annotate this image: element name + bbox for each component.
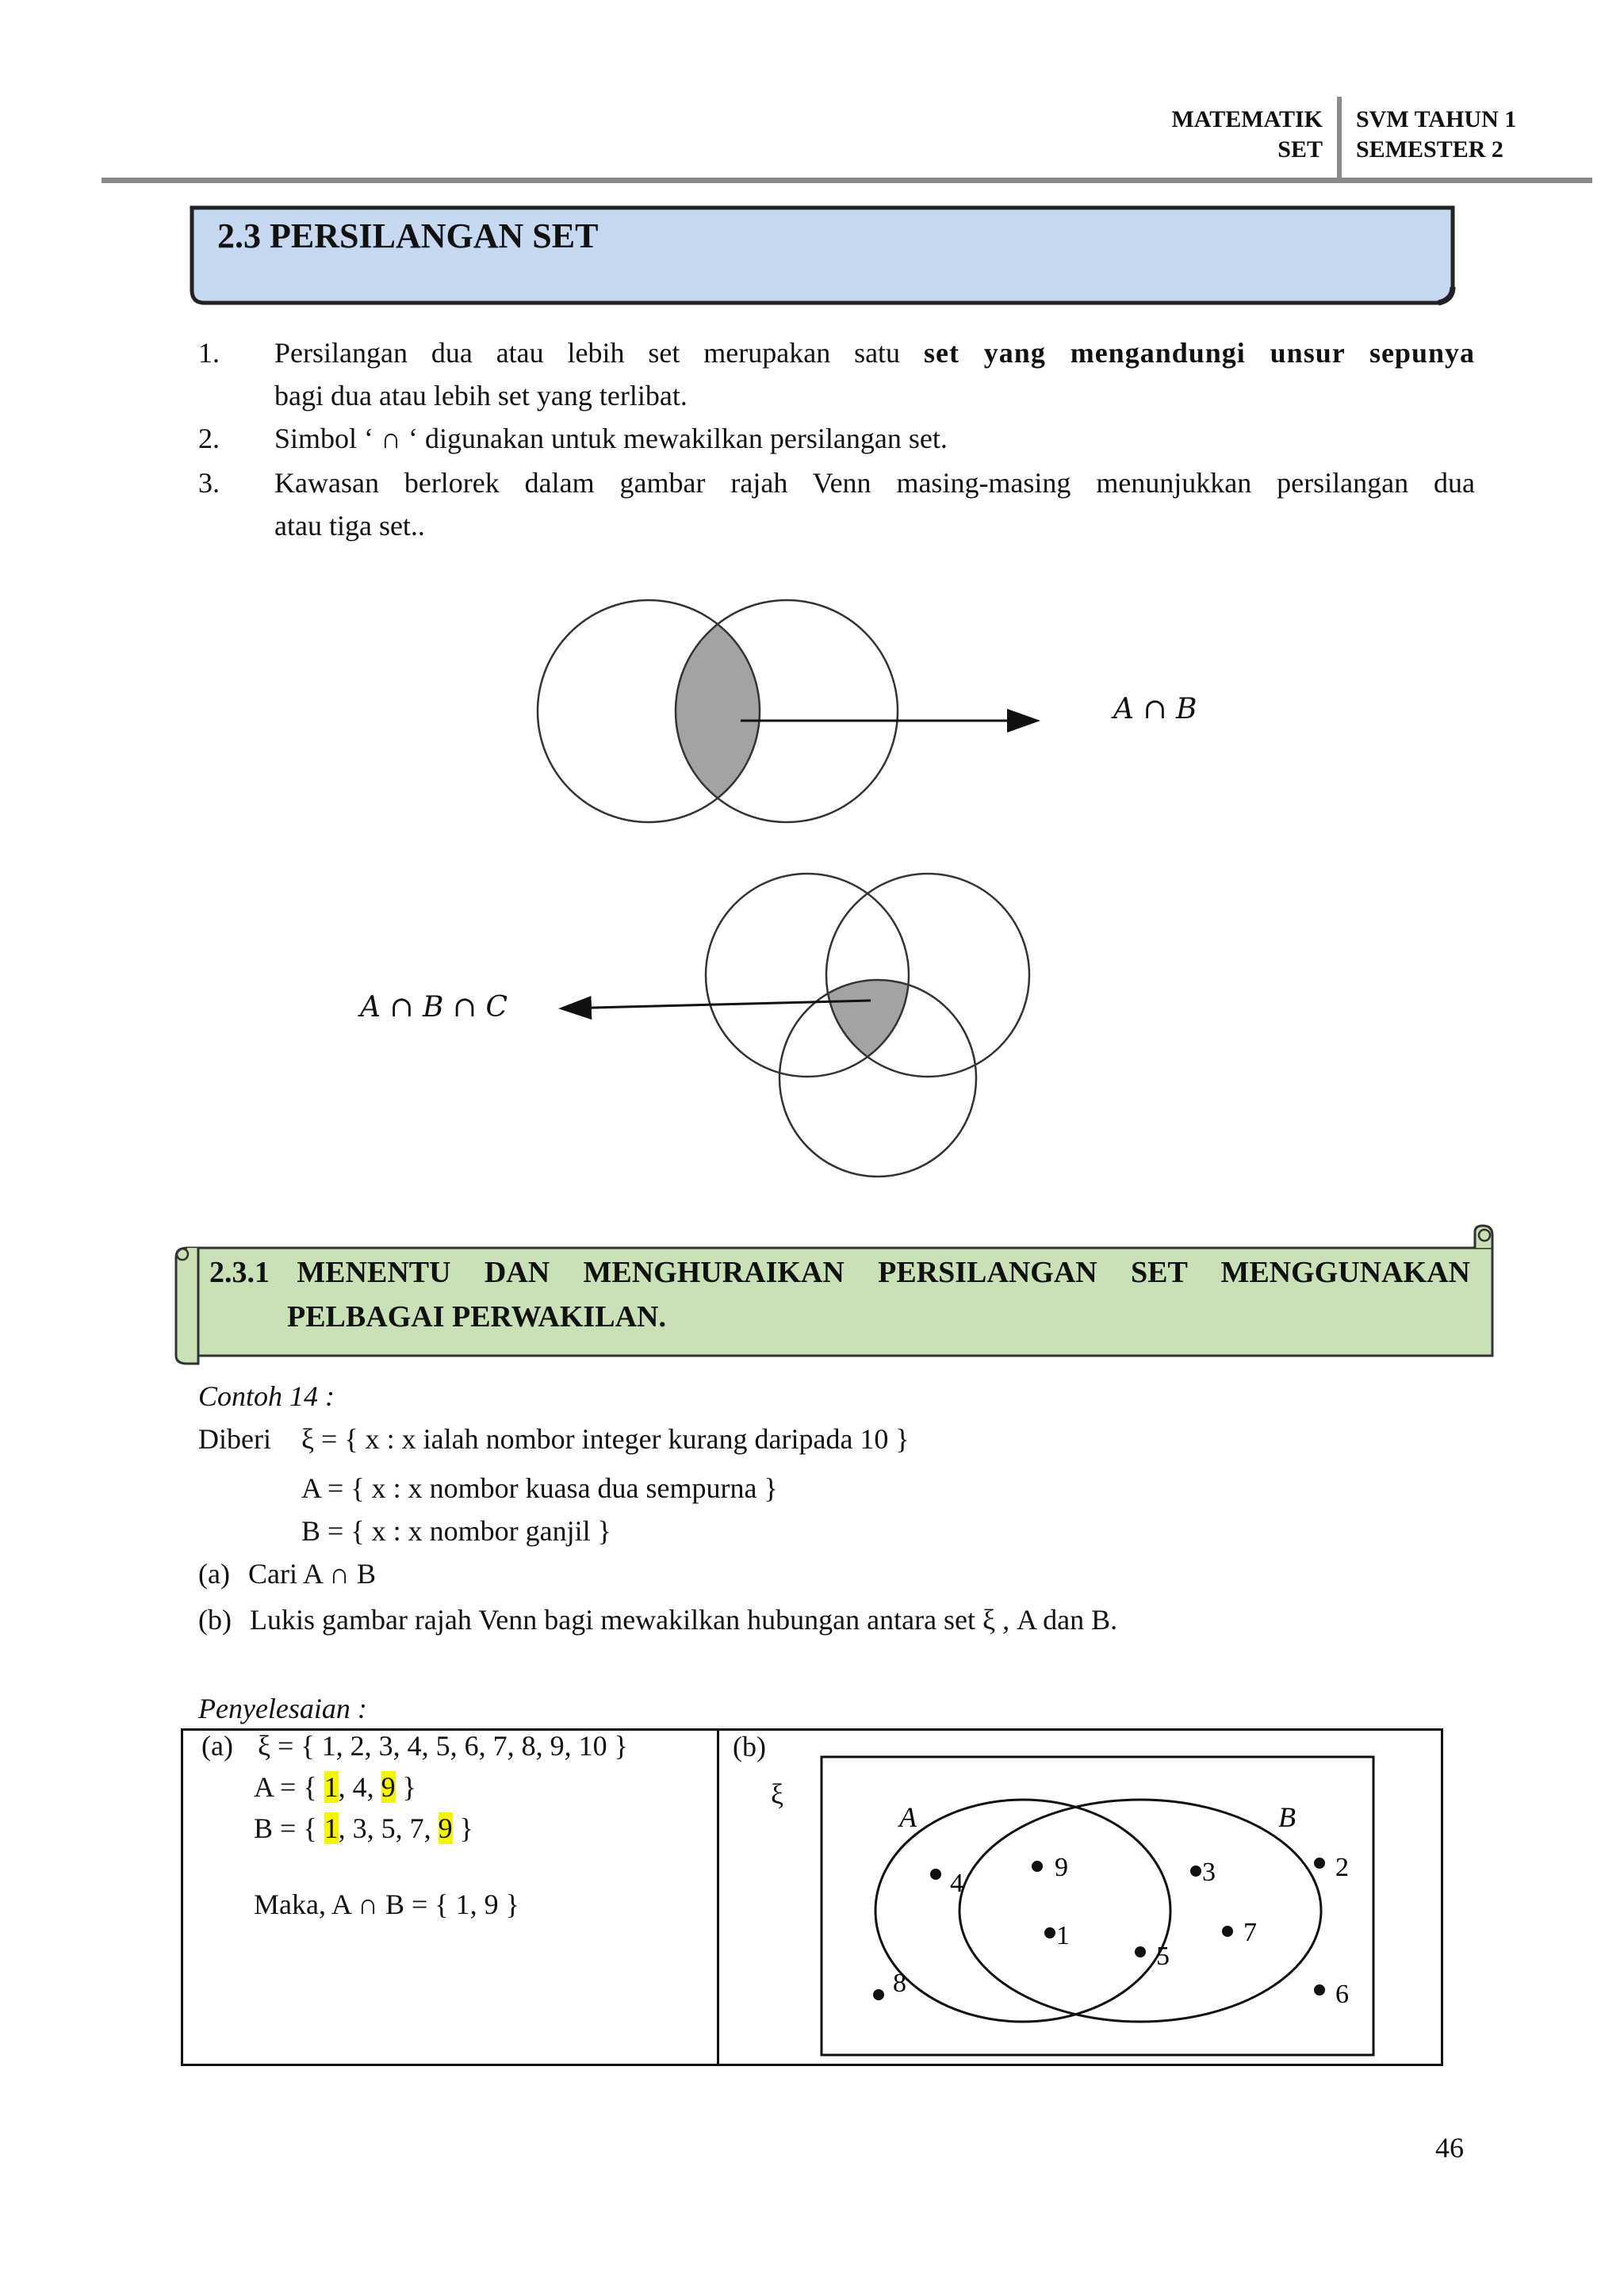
example-given-prefix: Diberi (198, 1423, 271, 1455)
section-title: 2.3 PERSILANGAN SET (217, 216, 599, 255)
point-1-number: 1. (198, 337, 220, 369)
venn-element-9 (1032, 1853, 1068, 1882)
venn-element-7 (1222, 1918, 1257, 1947)
svg-text:9: 9 (1055, 1853, 1068, 1882)
svg-text:4: 4 (950, 1869, 963, 1898)
venn-set-a (875, 1800, 1170, 2022)
question-a-label: (a) (198, 1558, 230, 1590)
point-2-number: 2. (198, 423, 220, 454)
solution-set-a: A = { 1, 4, 9 } (254, 1771, 416, 1803)
question-b-label: (b) (198, 1604, 232, 1636)
venn-two-label: A ∩ B (1113, 693, 1197, 725)
subsection-line2: PELBAGAI PERWAKILAN. (287, 1300, 666, 1334)
point-1-bold: set yang mengandungi unsur sepunya (923, 337, 1475, 369)
solution-part-a (201, 1725, 628, 1925)
venn-label-b: B (1278, 1801, 1296, 1833)
solution-part-b-label: (b) (733, 1731, 766, 1762)
header-subject-line2: SET (1277, 136, 1323, 163)
solution-venn (820, 1755, 1383, 2060)
highlight-b-9: 9 (438, 1812, 453, 1844)
page-number: 46 (1435, 2132, 1464, 2164)
example-set-a: A = { x : x nombor kuasa dua sempurna } (301, 1472, 778, 1504)
venn-label-a: A (899, 1801, 917, 1833)
venn-element-6 (1314, 1980, 1349, 2009)
point-3-text: Kawasan berlorek dalam gambar rajah Venn masing-masing menunjukkan persilangan dua (274, 467, 1475, 499)
example-set-b: B = { x : x nombor ganjil } (301, 1515, 611, 1547)
example-xi: ξ = { x : x ialah nombor integer kurang daripada 10 } (301, 1423, 910, 1455)
subsection-title (209, 1250, 1470, 1339)
point-1-text: Persilangan dua atau lebih set merupakan satu (274, 337, 924, 369)
point-2-text: Simbol ‘ ∩ ‘ digunakan untuk mewakilkan persilangan set. (274, 423, 948, 454)
question-b (198, 1598, 1117, 1641)
subsection-line1: MENENTU DAN MENGHURAIKAN PERSILANGAN SET MENGGUNAKAN (297, 1256, 1470, 1289)
venn-two-intersection (676, 600, 898, 822)
venn-three-label: A ∩ B ∩ C (360, 991, 508, 1024)
header-course-line1: SVM TAHUN 1 (1356, 106, 1517, 132)
point-3-number: 3. (198, 467, 220, 499)
header-course-line2: SEMESTER 2 (1356, 136, 1503, 163)
subsection-number: 2.3.1 (209, 1256, 270, 1289)
example-title: Contoh 14 : (198, 1380, 335, 1412)
svg-text:5: 5 (1156, 1942, 1170, 1971)
venn-element-4 (930, 1869, 963, 1898)
point-1-text-cont: bagi dua atau lebih set yang terlibat. (274, 380, 688, 411)
question-b-text: Lukis gambar rajah Venn bagi mewakilkan hubungan antara set ξ , A dan B. (249, 1604, 1118, 1636)
venn-three-arrow (563, 1001, 871, 1008)
solution-part-a-label: (a) (201, 1730, 233, 1762)
svg-text:6: 6 (1335, 1980, 1349, 2009)
solution-xi-line: ξ = { 1, 2, 3, 4, 5, 6, 7, 8, 9, 10 } (257, 1730, 628, 1762)
venn-three-set (563, 874, 1029, 1177)
venn-element-1 (1044, 1921, 1070, 1950)
venn-element-5 (1135, 1942, 1170, 1971)
svg-text:7: 7 (1243, 1918, 1257, 1947)
svg-text:2: 2 (1335, 1853, 1349, 1882)
solution-table-divider (717, 1728, 719, 2066)
question-a-text: Cari A ∩ B (247, 1558, 376, 1590)
svg-text:8: 8 (893, 1969, 906, 1998)
solution-title: Penyelesaian : (198, 1693, 367, 1724)
svg-text:1: 1 (1056, 1921, 1070, 1950)
svg-text:3: 3 (1202, 1858, 1216, 1887)
header-subject-line1: MATEMATIK (1171, 106, 1323, 132)
question-a (198, 1552, 376, 1595)
solution-set-b: B = { 1, 3, 5, 7, 9 } (254, 1812, 473, 1844)
venn-two-set (538, 600, 1036, 822)
venn-set-b (959, 1800, 1321, 2022)
venn-element-2 (1314, 1853, 1349, 1882)
venn-element-3 (1190, 1858, 1216, 1887)
solution-xi-symbol: ξ (771, 1778, 784, 1810)
highlight-b-1: 1 (324, 1812, 339, 1844)
point-3-text-cont: atau tiga set.. (274, 510, 425, 541)
solution-result: Maka, A ∩ B = { 1, 9 } (254, 1888, 519, 1920)
highlight-a-9: 9 (381, 1771, 396, 1803)
highlight-a-1: 1 (324, 1771, 339, 1803)
venn-element-8 (873, 1969, 906, 2000)
